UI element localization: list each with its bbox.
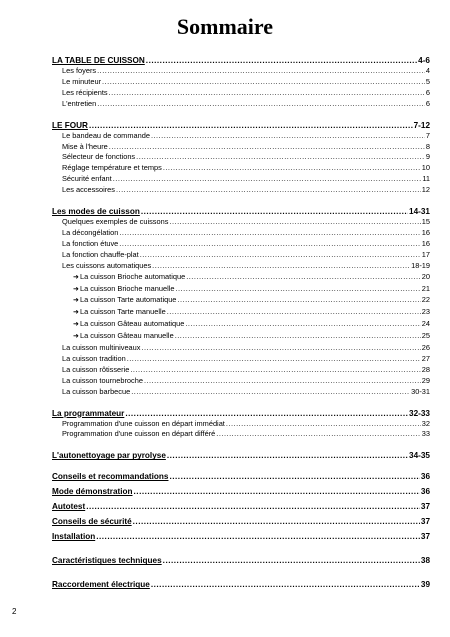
toc-page-number: 9 <box>425 152 430 162</box>
toc-subitem-tarte-auto[interactable] <box>52 295 430 307</box>
dot-leader <box>140 250 421 261</box>
toc-page-number: 37 <box>420 517 430 527</box>
toc-page-number: 4-6 <box>418 56 430 65</box>
dot-leader <box>185 319 420 330</box>
toc-item-label: Quelques exemples de cuissons <box>62 217 169 227</box>
toc-item-reglage[interactable] <box>52 163 430 174</box>
toc-section-autotest[interactable] <box>52 501 430 512</box>
toc-item-label: Les cuissons automatiques <box>62 260 152 270</box>
toc-section-label: LE FOUR <box>52 120 88 130</box>
toc-page-number: 17 <box>421 249 430 259</box>
dot-leader <box>116 185 421 196</box>
arrow-right-icon: ➜ <box>73 321 79 329</box>
toc-subitem-brioche-manuelle[interactable] <box>52 284 430 296</box>
toc-section-label: LA TABLE DE CUISSON <box>52 56 145 65</box>
toc-page-number: 18-19 <box>411 260 430 270</box>
toc-item-label: Sélecteur de fonctions <box>62 152 136 162</box>
toc-page-number: 38 <box>420 556 430 566</box>
dot-leader <box>216 429 420 440</box>
dot-leader <box>169 217 420 228</box>
toc-section-label: Raccordement électrique <box>52 580 150 590</box>
toc-section-label: L'autonettoyage par pyrolyse <box>52 451 166 461</box>
toc-item-label: Mise à l'heure <box>62 141 108 151</box>
toc-item-chauffe-plat[interactable] <box>52 250 430 261</box>
toc-page-number: 12 <box>421 185 430 195</box>
toc-page-number: 25 <box>421 331 430 341</box>
toc-item-label: Programmation d'une cuisson en départ différé <box>62 429 216 439</box>
toc-item-label: L'entretien <box>62 98 97 108</box>
toc-page-number: 30-31 <box>411 386 430 396</box>
toc-item-selecteur[interactable] <box>52 152 430 163</box>
toc-section-raccordement[interactable] <box>52 579 430 590</box>
toc-subitem-label: La cuisson Tarte manuelle <box>80 307 166 317</box>
toc-page-number: 32-33 <box>409 408 430 418</box>
dot-leader <box>89 120 413 131</box>
toc-item-bandeau[interactable] <box>52 131 430 142</box>
page-number: 2 <box>12 607 17 616</box>
toc-item-entretien[interactable] <box>52 99 430 110</box>
toc-subitem-label: La cuisson Tarte automatique <box>80 295 177 305</box>
toc-item-label: La fonction étuve <box>62 238 119 248</box>
toc-section-label: Mode démonstration <box>52 487 133 497</box>
toc-item-etuve[interactable] <box>52 239 430 250</box>
toc-section-le-four[interactable] <box>52 120 430 131</box>
dot-leader <box>146 55 417 66</box>
toc-page-number: 11 <box>422 174 430 184</box>
toc-item-decongelation[interactable] <box>52 228 430 239</box>
toc-subitem-label: La cuisson Brioche automatique <box>80 271 186 281</box>
toc-item-foyers[interactable] <box>52 66 430 77</box>
toc-item-minuteur[interactable] <box>52 77 430 88</box>
dot-leader <box>163 163 421 174</box>
toc-item-label: La fonction chauffe-plat <box>62 249 139 259</box>
toc-page-number: 34-35 <box>409 451 430 461</box>
toc-subitem-label: La cuisson Brioche manuelle <box>80 283 175 293</box>
toc-item-label: Les récipients <box>62 87 108 97</box>
toc-section-label: Les modes de cuisson <box>52 207 140 217</box>
dot-leader <box>113 174 422 185</box>
toc-page-number: 39 <box>420 580 430 590</box>
toc-page-number: 6 <box>425 87 430 97</box>
toc-item-label: La cuisson multiniveaux <box>62 343 141 353</box>
toc-subitem-label: La cuisson Gâteau automatique <box>80 319 185 329</box>
toc-item-multiniveaux[interactable] <box>52 343 430 354</box>
toc-page-number: 29 <box>421 375 430 385</box>
toc-subitem-gateau-manuelle[interactable] <box>52 331 430 343</box>
table-of-contents <box>52 55 430 590</box>
toc-item-accessoires[interactable] <box>52 185 430 196</box>
dot-leader <box>186 272 421 283</box>
toc-item-label: La cuisson barbecue <box>62 386 131 396</box>
toc-page-number: 7-12 <box>413 120 430 130</box>
toc-item-barbecue[interactable] <box>52 387 430 398</box>
dot-leader <box>175 331 421 342</box>
dot-leader <box>109 88 425 99</box>
toc-item-rotisserie[interactable] <box>52 365 430 376</box>
dot-leader <box>151 579 420 590</box>
toc-page-number: 26 <box>421 343 430 353</box>
toc-page-number: 16 <box>421 238 430 248</box>
dot-leader <box>125 408 408 419</box>
toc-section-caracteristiques[interactable] <box>52 555 430 566</box>
dot-leader <box>167 307 421 318</box>
toc-section-securite[interactable] <box>52 516 430 527</box>
toc-page-number: 32 <box>421 418 430 428</box>
toc-page-number: 27 <box>421 353 430 363</box>
dot-leader <box>163 555 420 566</box>
toc-section-label: Installation <box>52 532 96 542</box>
toc-item-label: La cuisson tournebroche <box>62 375 143 385</box>
dot-leader <box>130 365 420 376</box>
toc-section-conseils[interactable] <box>52 471 430 482</box>
dot-leader <box>151 131 425 142</box>
dot-leader <box>119 239 420 250</box>
dot-leader <box>136 152 425 163</box>
toc-subitem-label: La cuisson Gâteau manuelle <box>80 331 174 341</box>
dot-leader <box>119 228 420 239</box>
dot-leader <box>97 66 425 77</box>
toc-item-mise-a-l-heure[interactable] <box>52 142 430 153</box>
toc-item-depart-immediat[interactable] <box>52 419 430 430</box>
arrow-right-icon: ➜ <box>73 309 79 317</box>
toc-item-securite-enfant[interactable] <box>52 174 430 185</box>
toc-item-label: Réglage température et temps <box>62 163 162 173</box>
toc-page-number: 28 <box>421 364 430 374</box>
toc-page-number: 16 <box>421 227 430 237</box>
toc-item-label: Les accessoires <box>62 185 115 195</box>
toc-section-label: Conseils de sécurité <box>52 517 132 527</box>
dot-leader <box>177 295 420 306</box>
toc-page-number: 15 <box>421 217 430 227</box>
toc-item-exemples[interactable] <box>52 217 430 228</box>
toc-page-number: 4 <box>425 66 430 75</box>
toc-section-label: La programmateur <box>52 408 125 418</box>
toc-page-number: 8 <box>425 141 430 151</box>
dot-leader <box>176 284 421 295</box>
arrow-right-icon: ➜ <box>73 297 79 305</box>
page-title: Sommaire <box>176 14 274 39</box>
toc-item-label: Sécurité enfant <box>62 174 112 184</box>
dot-leader <box>131 387 410 398</box>
toc-subitem-tarte-manuelle[interactable] <box>52 307 430 319</box>
toc-page-number: 20 <box>421 271 430 281</box>
toc-page-number: 10 <box>421 163 430 173</box>
dot-leader <box>167 450 408 461</box>
toc-item-label: La cuisson rôtisserie <box>62 364 130 374</box>
toc-section-installation[interactable] <box>52 531 430 542</box>
toc-subitem-brioche-auto[interactable] <box>52 272 430 284</box>
toc-page-number: 24 <box>421 319 430 329</box>
toc-section-label: Caractéristiques techniques <box>52 556 162 566</box>
dot-leader <box>134 486 420 497</box>
toc-page-number: 33 <box>421 429 430 439</box>
toc-item-cuissons-automatiques[interactable] <box>52 261 430 272</box>
toc-item-label: La décongélation <box>62 227 119 237</box>
toc-item-label: Le minuteur <box>62 76 102 86</box>
toc-section-table-de-cuisson[interactable] <box>52 55 430 66</box>
toc-section-label: Conseils et recommandations <box>52 472 169 482</box>
toc-page-number: 21 <box>421 283 430 293</box>
dot-leader <box>152 261 410 272</box>
toc-section-demonstration[interactable] <box>52 486 430 497</box>
dot-leader <box>102 77 425 88</box>
dot-leader <box>86 501 420 512</box>
toc-item-label: La cuisson tradition <box>62 353 126 363</box>
toc-item-tournebroche[interactable] <box>52 376 430 387</box>
dot-leader <box>226 419 421 430</box>
dot-leader <box>144 376 421 387</box>
arrow-right-icon: ➜ <box>73 273 79 281</box>
toc-section-autonettoyage[interactable] <box>52 450 430 461</box>
toc-section-programmateur[interactable] <box>52 408 430 419</box>
toc-item-label: Programmation d'une cuisson en départ immédiat <box>62 418 225 428</box>
toc-page-number: 23 <box>421 307 430 317</box>
dot-leader <box>127 354 421 365</box>
toc-item-tradition[interactable] <box>52 354 430 365</box>
toc-item-label: Les foyers <box>62 66 97 75</box>
toc-page-number: 7 <box>425 130 430 140</box>
dot-leader <box>141 343 420 354</box>
toc-item-depart-differe[interactable] <box>52 429 430 440</box>
toc-section-label: Autotest <box>52 502 86 512</box>
toc-page-number: 6 <box>425 98 430 108</box>
arrow-right-icon: ➜ <box>73 333 79 341</box>
toc-page-number: 36 <box>420 472 430 482</box>
dot-leader <box>141 206 408 217</box>
toc-item-recipients[interactable] <box>52 88 430 99</box>
toc-page-number: 37 <box>420 532 430 542</box>
dot-leader <box>97 99 425 110</box>
toc-page-number: 22 <box>421 295 430 305</box>
toc-page-number: 5 <box>425 76 430 86</box>
toc-page-number: 14-31 <box>409 207 430 217</box>
toc-item-label: Le bandeau de commande <box>62 130 150 140</box>
arrow-right-icon: ➜ <box>73 285 79 293</box>
dot-leader <box>169 471 419 482</box>
toc-page-number: 36 <box>420 487 430 497</box>
dot-leader <box>96 531 420 542</box>
toc-subitem-gateau-auto[interactable] <box>52 319 430 331</box>
toc-section-modes-de-cuisson[interactable] <box>52 206 430 217</box>
dot-leader <box>109 142 425 153</box>
toc-page-number: 37 <box>420 502 430 512</box>
dot-leader <box>133 516 420 527</box>
